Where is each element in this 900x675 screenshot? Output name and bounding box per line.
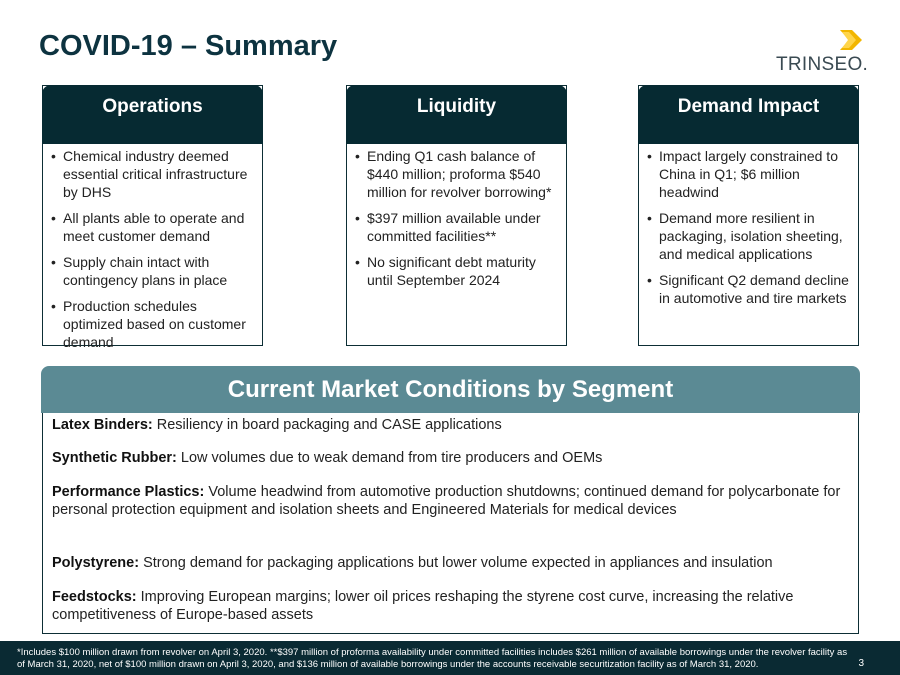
segment-text: Resiliency in board packaging and CASE applications	[152, 417, 502, 433]
operations-list	[51, 147, 256, 359]
segment-row-latex	[52, 416, 842, 434]
segment-text: Low volumes due to weak demand from tire producers and OEMs	[176, 450, 603, 466]
segment-row-synthetic-rubber	[52, 449, 842, 467]
liquidity-list	[355, 147, 560, 297]
liquidity-header: Liquidity	[346, 85, 567, 144]
footnote: *Includes $100 million drawn from revolver on April 3, 2020. **$397 million of proforma availability under committed facilities includes $261 million of available borrowings under the revolver facility as of March 31, 2020, net of $100 million drawn on April 3, 2020, and $136 million of available borrowings under the accounts receivable securitization facility as of March 31, 2020.	[17, 647, 848, 670]
segment-label: Latex Binders:	[52, 417, 153, 433]
list-item: • Production schedules optimized based on customer demand	[51, 297, 256, 351]
segment-label: Feedstocks:	[52, 589, 137, 605]
list-item: • Impact largely constrained to China in Q1; $6 million headwind	[647, 147, 852, 201]
liquidity-panel	[346, 85, 567, 346]
segment-section-body	[42, 413, 859, 634]
demand-impact-header: Demand Impact	[638, 85, 859, 144]
list-item: • Supply chain intact with contingency plans in place	[51, 253, 256, 289]
segment-row-performance-plastics	[52, 483, 842, 519]
list-item: • No significant debt maturity until September 2024	[355, 253, 560, 289]
segment-text: Volume headwind from automotive production shutdowns; continued demand for polycarbonate for personal protection equipment and isolation sheets and Engineered Materials for medical devices	[52, 484, 841, 518]
segment-label: Performance Plastics:	[52, 484, 205, 500]
footer-bar	[0, 641, 900, 675]
slide-title: COVID-19 – Summary	[39, 30, 338, 62]
demand-impact-list	[647, 147, 852, 315]
segment-section-header: Current Market Conditions by Segment	[41, 366, 860, 413]
list-item: • Significant Q2 demand decline in automotive and tire markets	[647, 271, 852, 307]
trinseo-logo	[776, 30, 876, 76]
segment-row-polystyrene	[52, 554, 842, 572]
operations-panel	[42, 85, 263, 350]
list-item: • Chemical industry deemed essential critical infrastructure by DHS	[51, 147, 256, 201]
list-item: • $397 million available under committed facilities**	[355, 209, 560, 245]
demand-impact-panel	[638, 85, 859, 346]
operations-header: Operations	[42, 85, 263, 144]
list-item: • All plants able to operate and meet customer demand	[51, 209, 256, 245]
list-item: • Ending Q1 cash balance of $440 million; proforma $540 million for revolver borrowing*	[355, 147, 560, 201]
logo-wordmark: TRINSEO.	[776, 54, 869, 75]
segment-label: Synthetic Rubber:	[52, 450, 177, 466]
segment-label: Polystyrene:	[52, 555, 140, 571]
segment-text: Improving European margins; lower oil prices reshaping the styrene cost curve, increasing the relative competitiveness of Europe-based assets	[52, 589, 794, 623]
list-item: • Demand more resilient in packaging, isolation sheeting, and medical applications	[647, 209, 852, 263]
page-number: 3	[858, 658, 864, 669]
chevron-logo-icon	[840, 30, 862, 50]
segment-text: Strong demand for packaging applications but lower volume expected in appliances and insulation	[139, 555, 773, 571]
segment-row-feedstocks	[52, 588, 842, 624]
